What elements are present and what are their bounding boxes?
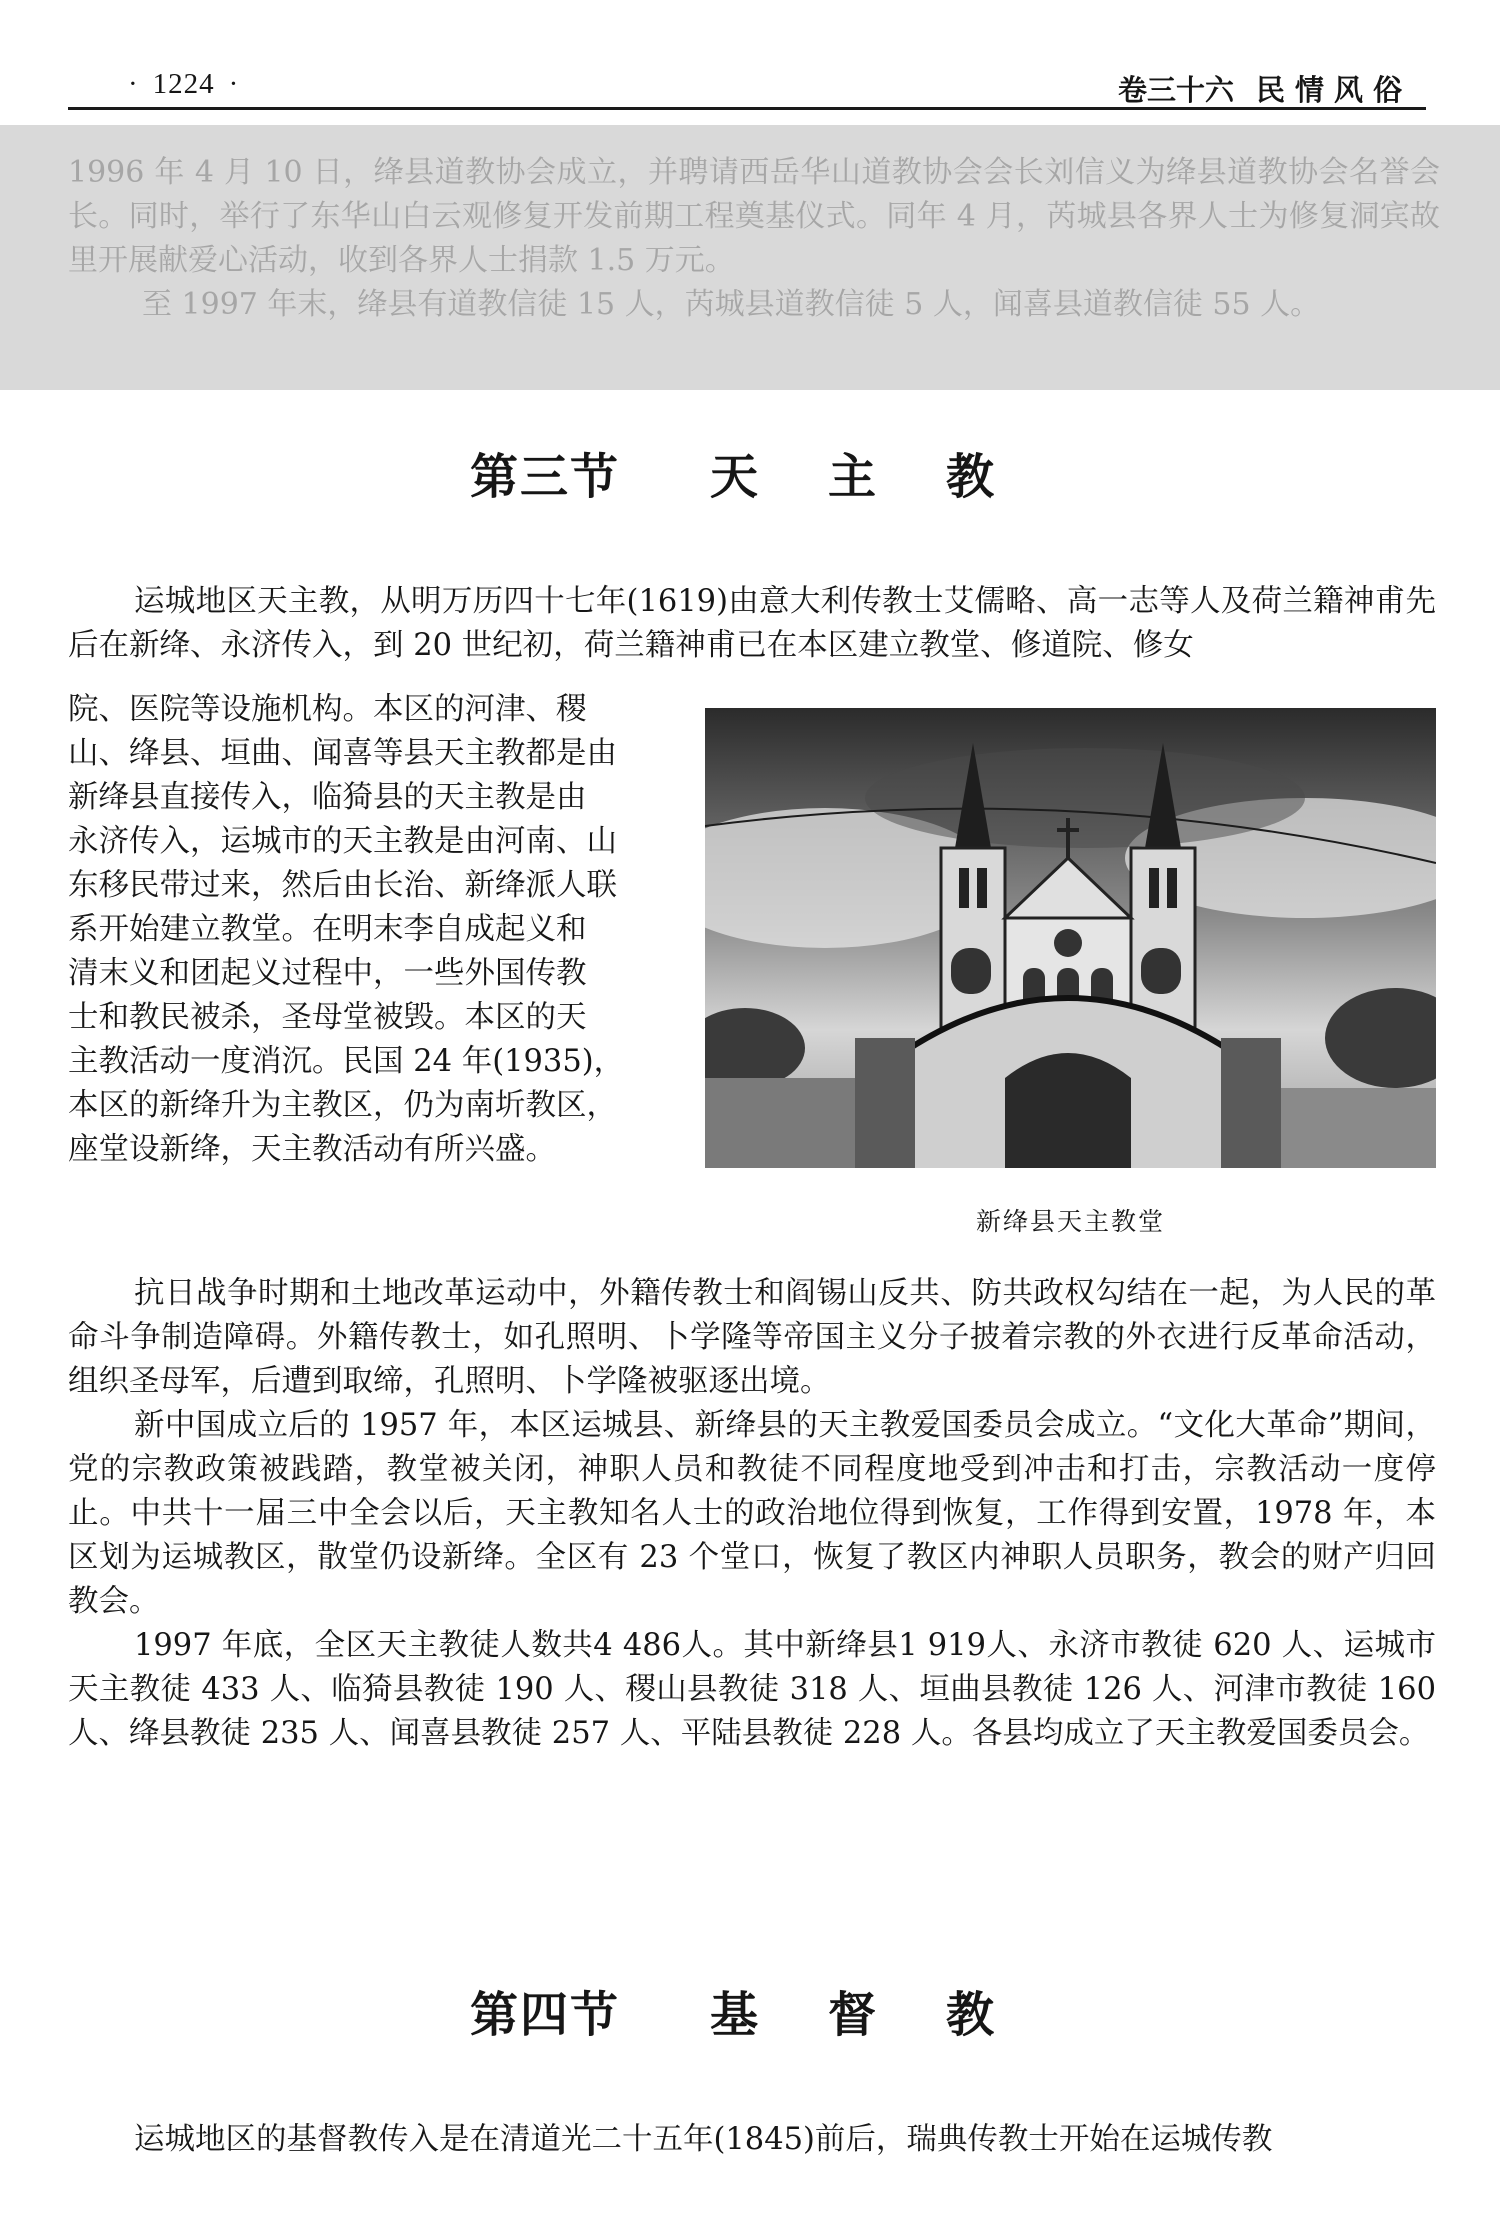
paragraph: 运城地区的基督教传入是在清道光二十五年(1845)前后，瑞典传教士开始在运城传教 (134, 2122, 1273, 2157)
faded-text-band (0, 125, 1500, 390)
wrapped-text: 院、医院等设施机构。本区的河津、稷 山、绛县、垣曲、闻喜等县天主教都是由 新绛县直接传入，临猗县的天主教是由 永济传入，运城市的天主教是由河南、山 东移民带过来，然后由长治、新绛派人联 系开始建立教堂。在明末李自成起义和 清末义和团起义过程中，一些外国传教 士和教民被杀，圣母堂被毁。本区的天 主教活动一度消沉。民国 24 年(1935)， 本区的新绛升为主教区，仍为南圻教区， 座堂设新绛，天主教活动有所兴盛。 (68, 692, 625, 1167)
section-heading-catholicism: 第三节 天 主 教 (469, 449, 997, 505)
faded-paragraph: 至 1997 年末，绛县有道教信徒 15 人，芮城县道教信徒 5 人，闻喜县道教信徒 55 人。 (142, 287, 1321, 322)
header-rule (68, 107, 1426, 110)
section-heading-protestantism: 第四节 基 督 教 (469, 1987, 997, 2043)
section4-intro-block (68, 2118, 1436, 2162)
faded-paragraph: 1996 年 4 月 10 日，绛县道教协会成立，并聘请西岳华山道教协会会长刘信义为绛县道教协会名誉会长。同时，举行了东华山白云观修复开发前期工程奠基仪式。同年 4 月，芮城县各界人士为修复洞宾故里开展献爱心活动，收到各界人士捐款 1.5 万元。 (68, 155, 1440, 278)
church-photo (705, 708, 1436, 1168)
page-number: · 1224 · (128, 68, 240, 100)
body-paragraphs (68, 1272, 1436, 1756)
running-title (1118, 68, 1412, 109)
paragraph: 1997 年底，全区天主教徒人数共4 486人。其中新绛县1 919人、永济市教徒 620 人、运城市天主教徒 433 人、临猗县教徒 190 人、稷山县教徒 318 人、垣曲县教徒 126 人、河津市教徒 160 人、绛县教徒 235 人、闻喜县教徒 257 人、平陆县教徒 228 人。各县均成立了天主教爱国委员会。 (68, 1628, 1436, 1751)
photo-caption: 新绛县天主教堂 (975, 1207, 1165, 1236)
page-header (68, 60, 1426, 110)
paragraph: 运城地区天主教，从明万历四十七年(1619)由意大利传教士艾儒略、高一志等人及荷兰籍神甫先后在新绛、永济传入，到 20 世纪初，荷兰籍神甫已在本区建立教堂、修道院、修女 (68, 584, 1436, 663)
intro-paragraph-block (68, 580, 1436, 668)
paragraph: 新中国成立后的 1957 年，本区运城县、新绛县的天主教爱国委员会成立。“文化大革命”期间，党的宗教政策被践踏，教堂被关闭，神职人员和教徒不同程度地受到冲击和打击，宗教活动一度停止。中共十一届三中全会以后，天主教知名人士的政治地位得到恢复，工作得到安置，1978 年，本区划为运城教区，散堂仍设新绛。全区有 23 个堂口，恢复了教区内神职人员职务，教会的财产归回教会。 (68, 1408, 1436, 1619)
page-number-value: 1224 (152, 68, 215, 100)
volume-label: 卷三十六 (1117, 73, 1234, 107)
paragraph: 抗日战争时期和土地改革运动中，外籍传教士和阎锡山反共、防共政权勾结在一起，为人民的革命斗争制造障碍。外籍传教士，如孔照明、卜学隆等帝国主义分子披着宗教的外衣进行反革命活动，组织圣母军，后遭到取缔，孔照明、卜学隆被驱逐出境。 (68, 1276, 1436, 1399)
section-label: 民情风俗 (1255, 73, 1412, 107)
